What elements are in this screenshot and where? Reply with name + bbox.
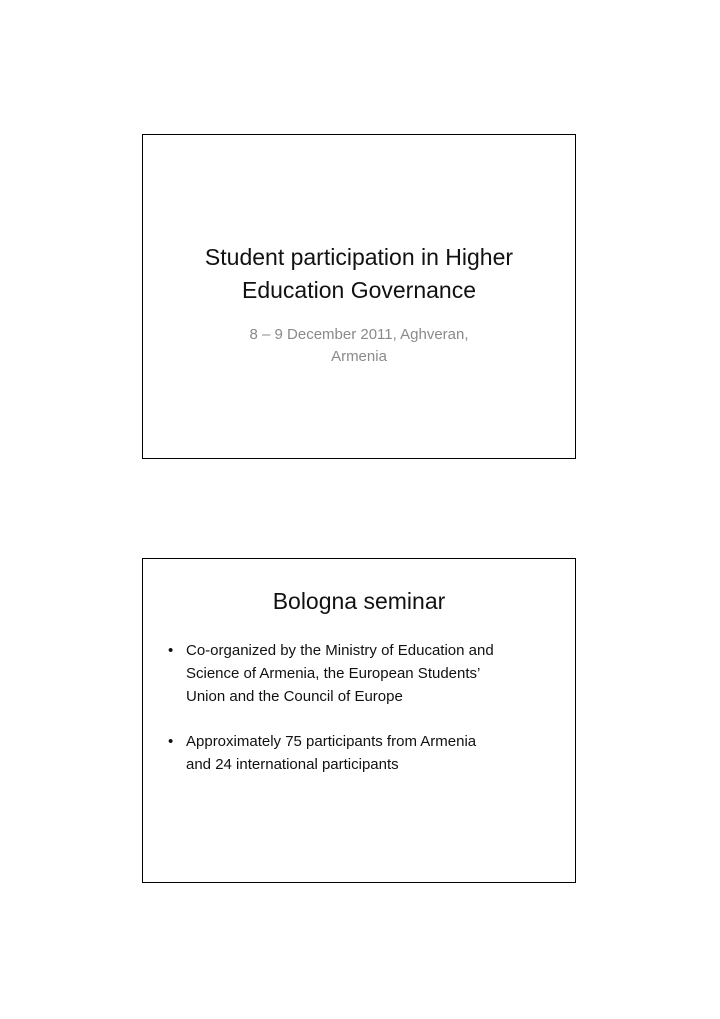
- slide-title-heading: [143, 241, 575, 307]
- bullet-item: [167, 730, 557, 776]
- bullet-marker: •: [168, 642, 174, 659]
- title-line: Education Governance: [242, 277, 476, 303]
- title-line: Student participation in Higher: [204, 244, 514, 270]
- bullet-line: and 24 international participants: [186, 756, 399, 773]
- bullet-line: Co-organized by the Ministry of Education and: [186, 642, 494, 659]
- slide-heading: Bologna seminar: [272, 588, 446, 614]
- bullet-item: [167, 639, 557, 708]
- bullet-marker: •: [168, 733, 174, 750]
- slide-title: [142, 134, 576, 459]
- bullet-list: [167, 639, 557, 798]
- subtitle-line: 8 – 9 December 2011, Aghveran,: [249, 326, 469, 343]
- bullet-line: Approximately 75 participants from Armenia: [186, 733, 477, 750]
- slide-bologna-seminar: [142, 558, 576, 883]
- bullet-line: Union and the Council of Europe: [186, 688, 403, 705]
- slide-title-subtitle: [143, 324, 575, 368]
- bullet-line: Science of Armenia, the European Students’: [186, 665, 481, 682]
- subtitle-line: Armenia: [331, 348, 387, 365]
